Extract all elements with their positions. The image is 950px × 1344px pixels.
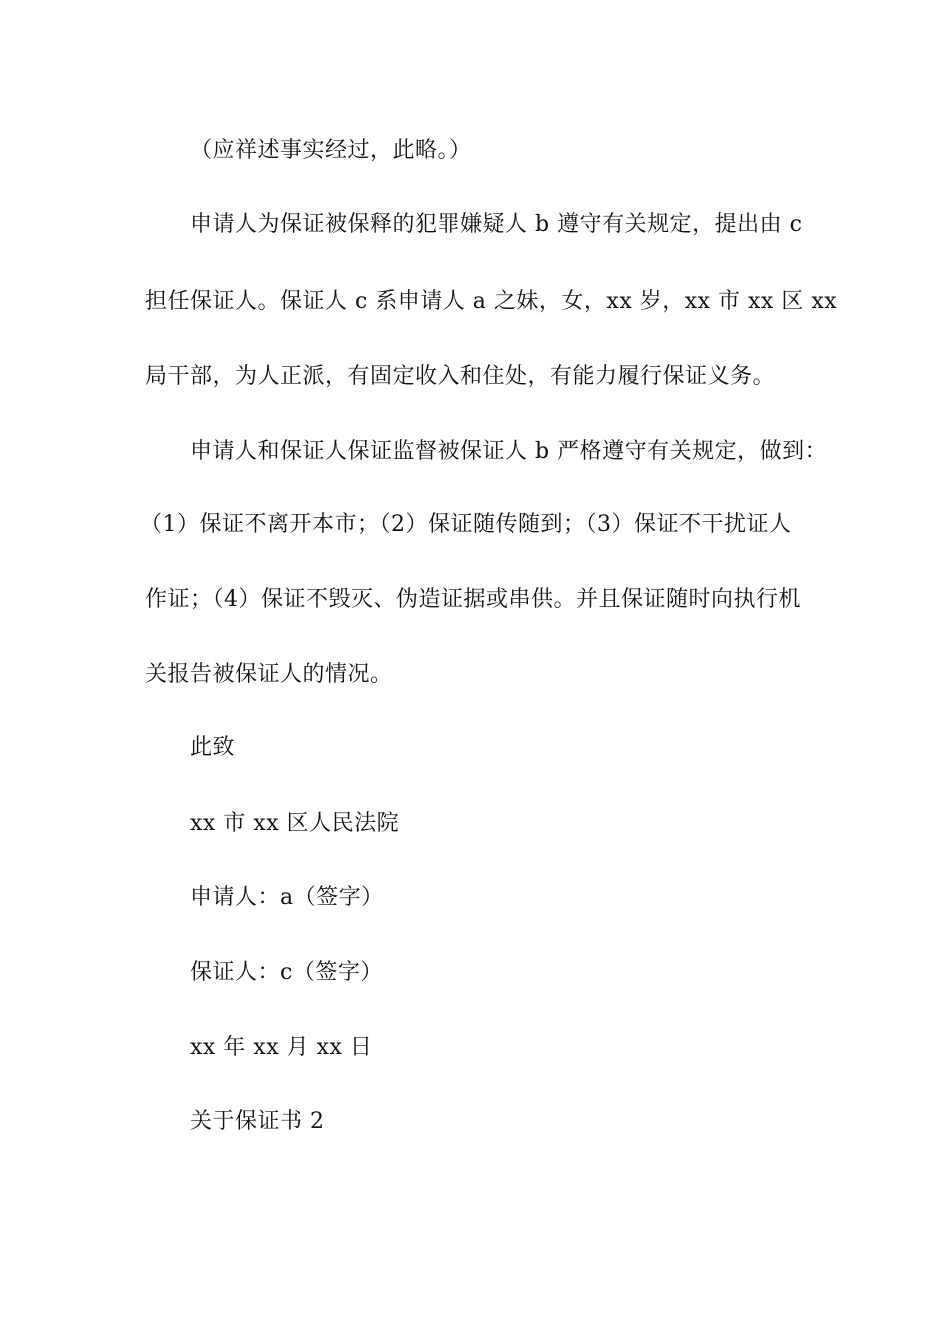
document-date: xx 年 xx 月 xx 日 xyxy=(190,1035,373,1060)
recipient-court: xx 市 xx 区人民法院 xyxy=(190,811,400,836)
paragraph-guarantor-intro-line-1: 申请人为保证被保释的犯罪嫌疑人 b 遵守有关规定，提出由 c xyxy=(190,212,803,237)
paragraph-note: （应祥述事实经过，此略。） xyxy=(190,138,472,163)
section-heading: 关于保证书 2 xyxy=(190,1109,325,1134)
guarantor-signature: 保证人：c（签字） xyxy=(190,960,383,985)
paragraph-guarantor-intro-line-2: 担任保证人。保证人 c 系申请人 a 之妹，女，xx 岁，xx 市 xx 区 xx xyxy=(145,289,838,314)
applicant-signature: 申请人：a（签字） xyxy=(190,885,384,910)
paragraph-obligations-line-4: 关报告被保证人的情况。 xyxy=(145,662,393,687)
paragraph-obligations-line-2: （1）保证不离开本市；（2）保证随传随到；（3）保证不干扰证人 xyxy=(140,512,792,537)
paragraph-guarantor-intro-line-3: 局干部，为人正派，有固定收入和住处，有能力履行保证义务。 xyxy=(145,364,776,389)
paragraph-obligations-line-1: 申请人和保证人保证监督被保证人 b 严格遵守有关规定，做到： xyxy=(190,439,828,464)
paragraph-obligations-line-3: 作证；（4）保证不毁灭、伪造证据或串供。并且保证随时向执行机 xyxy=(145,587,801,612)
closing-salutation: 此致 xyxy=(190,735,236,760)
